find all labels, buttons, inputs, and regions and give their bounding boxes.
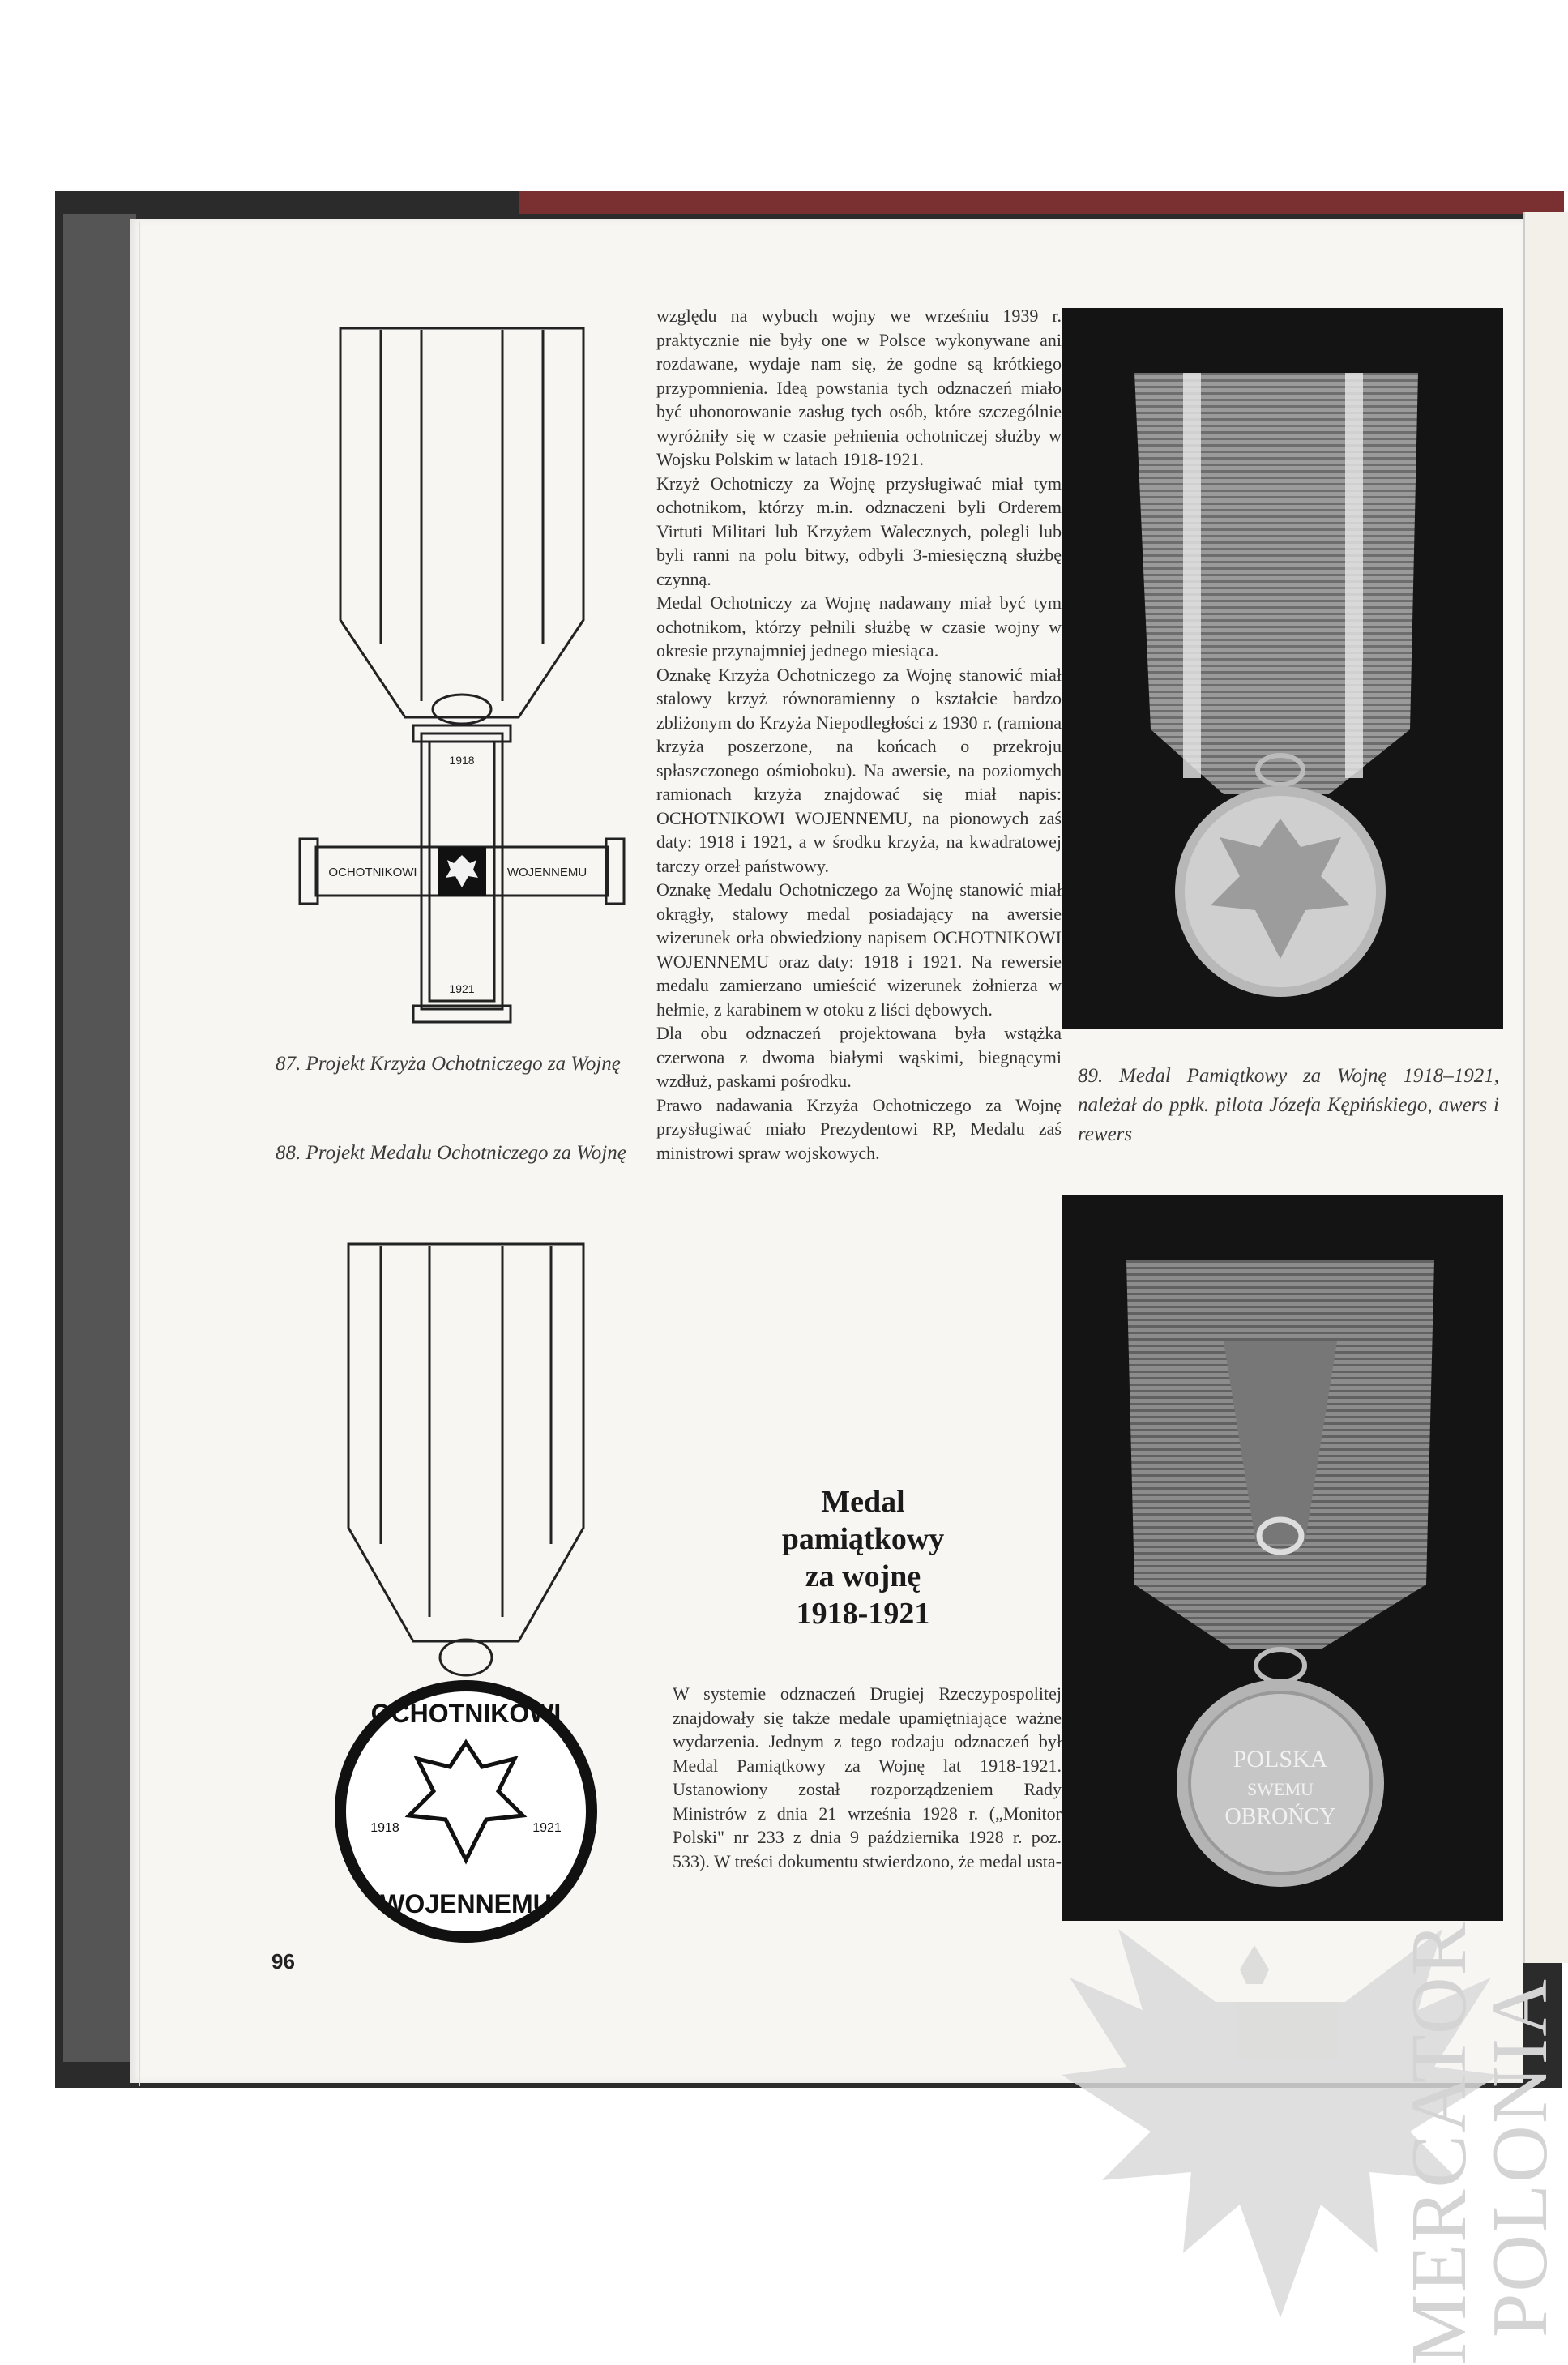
cross-drawing (292, 320, 632, 1033)
section-title (713, 1483, 1013, 1632)
body-paragraph: Krzyż Ochotniczy za Wojnę przysługiwać miał tym ochotnikom, którzy m.in. odznaczeni byli Orderem Virtuti Militari lub Krzyżem Walecznych, polegli lub byli ranni na polu bitwy, odbyli 3-miesięczną służbę czynną. (656, 473, 1062, 589)
cross-top-year: 1918 (449, 754, 475, 767)
section-title-line: 1918-1921 (796, 1597, 930, 1631)
reverse-text-line: POLSKA (1233, 1746, 1328, 1773)
section-title-line: za wojnę (805, 1559, 921, 1593)
medal-drawing (308, 1236, 648, 1949)
medal-photo-obverse (1062, 308, 1503, 1029)
cross-right-inscription: WOJENNEMU (506, 866, 587, 879)
body-paragraph: Dla obu odznaczeń projektowana była wstążka czerwona z dwoma białymi wąskimi, biegnącymi wzdłuż, paskami pośrodku. (656, 1023, 1062, 1091)
reverse-text-line: SWEMU (1247, 1779, 1314, 1799)
body-paragraph: Medal Ochotniczy za Wojnę nadawany miał być tym ochotnikom, którzy pełnili służbę w czasie wojny w okresie przynajmniej jednego miesiąca. (656, 592, 1062, 661)
caption-fig89: 89. Medal Pamiątkowy za Wojnę 1918–1921, należał do ppłk. pilota Józefa Kępińskiego, awers i rewers (1078, 1065, 1499, 1145)
medal-year-right: 1921 (532, 1821, 562, 1835)
medal-reverse-image (1062, 1195, 1503, 1921)
medal-year-left: 1918 (370, 1821, 399, 1835)
reverse-text-line: OBROŃCY (1224, 1804, 1336, 1829)
body-paragraph: Oznakę Krzyża Ochotniczego za Wojnę stanowić miał stalowy krzyż równoramienny o kształcie bardzo zbliżonym do Krzyża Niepodległości z 1930 r. (ramiona krzyża poszerzone, na końcach o przekroju spłaszczonego ośmioboku). Na awersie, na poziomych ramionach krzyża znajdować się miał napis: OCHOTNIKOWI WOJENNEMU, na pionowych zaś daty: 1918 i 1921, a w środku krzyża, na kwadratowej tarczy orzeł państwowy. (656, 664, 1062, 876)
watermark-text: MERCATOR (1395, 1921, 1483, 2365)
medal-obverse-image (1062, 308, 1503, 1029)
cross-left-inscription: OCHOTNIKOWI (328, 866, 417, 879)
page-stack-line (139, 222, 158, 2086)
section-title-line: pamiątkowy (781, 1522, 945, 1556)
book-cover-red-edge (519, 191, 1564, 214)
body-paragraph: Prawo nadawania Krzyża Ochotniczego za Wojnę przysługiwać miało Prezydentowi RP, Medalu zaś ministrowi spraw wojskowych. (656, 1094, 1062, 1163)
section-title-line: Medal (821, 1485, 905, 1519)
section-paragraph: W systemie odznaczeń Drugiej Rzeczypospolitej znajdowały się także medale upamiętniające ważne wydarzenia. Jednym z tego rodzaju odznaczeń był Medal Pamiątkowy za Wojnę lat 1918-1921. Ustanowiony został rozporządzeniem Rady Ministrów z dnia 21 września 1928 r. („Monitor Polski" nr 233 z dnia 9 października 1928 r. poz. 533). W treści dokumentu stwierdzono, że medal usta- (673, 1683, 1062, 1871)
watermark-text: POLONIA (1476, 1978, 1564, 2338)
caption-fig88: 88. Projekt Medalu Ochotniczego za Wojnę (276, 1142, 626, 1164)
main-text-column (656, 304, 1062, 1165)
body-paragraph: względu na wybuch wojny we wrześniu 1939 r. praktycznie nie były one w Polsce wykonywane ani rozdawane, wydaje nam się, że godne są krótkiego przypomnienia. Ideą powstania tych odznaczeń miało być uhonorowanie zasług tych osób, które szczególnie wyróżniły się w czasie pełnienia ochotniczej służby w Wojsku Polskim w latach 1918-1921. (656, 306, 1062, 469)
body-paragraph: Oznakę Medalu Ochotniczego za Wojnę stanowić miał okrągły, stalowy medal posiadający na awersie wizerunek orła obwiedziony napisem OCHOTNIKOWI WOJENNEMU oraz daty: 1918 i 1921. Na rewersie medalu zamierzano umieścić wizerunek żołnierza w hełmie, z karabinem w otoku z liści dębowych. (656, 879, 1062, 1020)
facing-page-edge (1523, 212, 1568, 1963)
medal-photo-reverse (1062, 1195, 1503, 1921)
book-spine-edge (63, 214, 136, 2062)
medal-bottom-inscription: WOJENNEMU (380, 1889, 552, 1918)
medal-top-inscription: OCHOTNIKOWI (370, 1699, 562, 1728)
page-number: 96 (271, 1949, 295, 1974)
caption-fig87: 87. Projekt Krzyża Ochotniczego za Wojnę (276, 1053, 621, 1075)
cross-bottom-year: 1921 (449, 982, 475, 995)
